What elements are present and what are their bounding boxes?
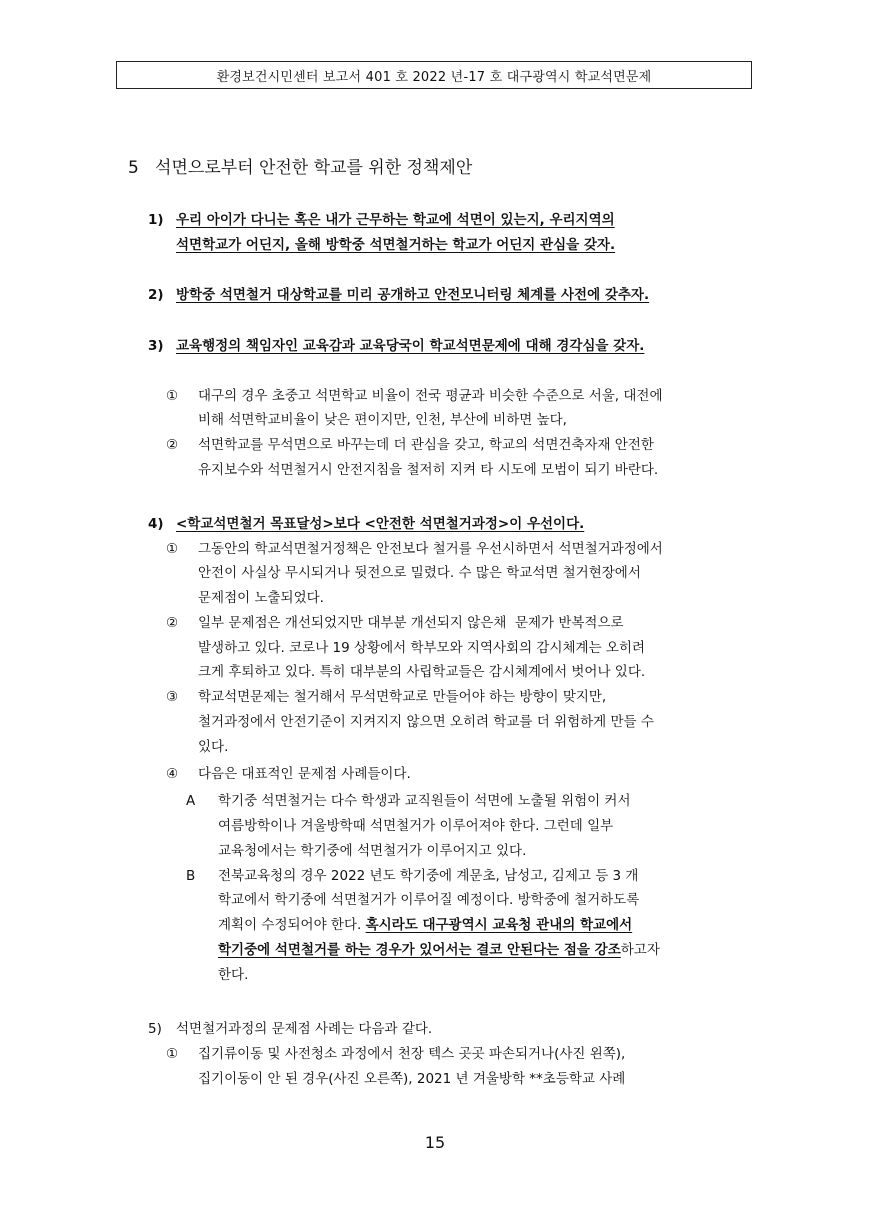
item-number: 5): [148, 1021, 162, 1037]
item-4-2-line-1: 일부 문제점은 개선되었지만 대부분 개선되지 않은채 문제가 반복적으로: [198, 615, 624, 631]
list-marker: ①: [166, 388, 179, 404]
item-5-line-1: 석면철거과정의 문제점 사례는 다음과 같다.: [176, 1021, 433, 1037]
plain-text: 계획이 수정되어야 한다.: [218, 917, 366, 933]
item-3-2-line-2: 유지보수와 석면철거시 안전지침을 철저히 지켜 타 시도에 모범이 되기 바란다.: [198, 462, 659, 478]
item-4-1-line-3: 문제점이 노출되었다.: [198, 590, 324, 606]
plain-text: 하고자: [620, 942, 660, 958]
item-4-4-line-1: 다음은 대표적인 문제점 사례들이다.: [198, 766, 411, 782]
item-3-line-1: 교육행정의 책임자인 교육감과 교육당국이 학교석면문제에 대해 경각심을 갖자.: [176, 338, 645, 354]
item-4-4-a-line-2: 여름방학이나 겨울방학때 석면철거가 이루어져야 한다. 그런데 일부: [218, 818, 614, 834]
item-5-1-line-2: 집기이동이 안 된 경우(사진 오른쪽), 2021 년 겨울방학 **초등학교 사례: [198, 1071, 626, 1087]
item-1-line-2: 석면학교가 어딘지, 올해 방학중 석면철거하는 학교가 어딘지 관심을 갖자.: [176, 237, 616, 253]
item-4-2-line-2: 발생하고 있다. 코로나 19 상황에서 학부모와 지역사회의 감시체계는 오히려: [198, 640, 646, 656]
list-marker: B: [186, 868, 196, 884]
item-4-4-b-line-2: 학교에서 학기중에 석면철거가 이루어질 예정이다. 방학중에 철거하도록: [218, 892, 640, 908]
item-4-4-b-line-1: 전북교육청의 경우 2022 년도 학기중에 계문초, 남성고, 김제고 등 3 개: [218, 868, 639, 884]
item-4-3-line-1: 학교석면문제는 철거해서 무석면학교로 만들어야 하는 방향이 맞지만,: [198, 689, 607, 705]
item-4-4-a-line-1: 학기중 석면철거는 다수 학생과 교직원들이 석면에 노출될 위험이 커서: [218, 793, 631, 809]
item-4-4-b-line-4: [218, 941, 660, 959]
page-number: 15: [424, 1133, 446, 1152]
item-4-line-1: <학교석면철거 목표달성>보다 <안전한 석면철거과정>이 우선이다.: [176, 516, 585, 532]
item-5-1-line-1: 집기류이동 및 사전청소 과정에서 천장 텍스 곳곳 파손되거나(사진 왼쪽),: [198, 1046, 626, 1062]
list-marker: ①: [166, 1046, 179, 1062]
emphasis-text: 혹시라도 대구광역시 교육청 관내의 학교에서: [365, 917, 633, 933]
item-4-4-a-line-3: 교육청에서는 학기중에 석면철거가 이루어지고 있다.: [218, 843, 527, 859]
emphasis-text: 학기중에 석면철거를 하는 경우가 있어서는 결코 안된다는 점을 강조: [218, 942, 621, 958]
item-3-1-line-1: 대구의 경우 초중고 석면학교 비율이 전국 평균과 비슷한 수준으로 서울, 대전에: [198, 388, 663, 404]
item-1-line-1: 우리 아이가 다니는 혹은 내가 근무하는 학교에 석면이 있는지, 우리지역의: [176, 212, 615, 228]
item-number: 3): [148, 338, 164, 354]
list-marker: ③: [166, 689, 179, 705]
item-4-2-line-3: 크게 후퇴하고 있다. 특히 대부분의 사립학교들은 감시체계에서 벗어나 있다.: [198, 664, 646, 680]
item-4-3-line-3: 있다.: [198, 739, 229, 755]
item-4-4-b-line-3: [218, 916, 632, 934]
header-text: 환경보건시민센터 보고서 401 호 2022 년-17 호 대구광역시 학교석면문제: [216, 69, 652, 85]
list-marker: ②: [166, 437, 179, 453]
item-4-4-b-line-5: 한다.: [218, 967, 249, 983]
item-2-line-1: 방학중 석면철거 대상학교를 미리 공개하고 안전모니터링 체계를 사전에 갖추자.: [176, 287, 650, 303]
item-number: 4): [148, 516, 164, 532]
item-3-2-line-1: 석면학교를 무석면으로 바꾸는데 더 관심을 갖고, 학교의 석면건축자재 안전한: [198, 437, 654, 453]
item-4-3-line-2: 철거과정에서 안전기준이 지켜지지 않으면 오히려 학교를 더 위험하게 만들 수: [198, 714, 654, 730]
page-header: [116, 61, 752, 89]
list-marker: A: [186, 793, 196, 809]
item-number: 1): [148, 212, 164, 228]
item-4-1-line-2: 안전이 사실상 무시되거나 뒷전으로 밀렸다. 수 많은 학교석면 철거현장에서: [198, 565, 641, 581]
list-marker: ①: [166, 541, 179, 557]
section-title: 5 석면으로부터 안전한 학교를 위한 정책제안: [128, 158, 473, 178]
list-marker: ②: [166, 615, 179, 631]
item-4-1-line-1: 그동안의 학교석면철거정책은 안전보다 철거를 우선시하면서 석면철거과정에서: [198, 541, 663, 557]
item-3-1-line-2: 비해 석면학교비율이 낮은 편이지만, 인천, 부산에 비하면 높다,: [198, 412, 567, 428]
list-marker: ④: [166, 766, 179, 782]
item-number: 2): [148, 287, 164, 303]
